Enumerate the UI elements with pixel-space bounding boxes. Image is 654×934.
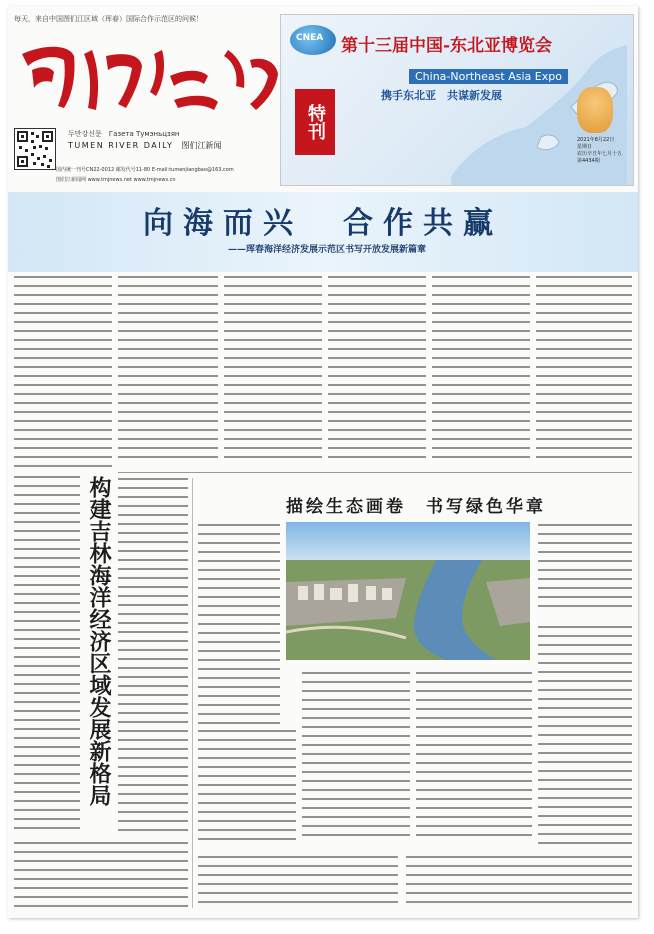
issue-info: 2021年8月22日 星期日 农历辛丑年七月十五 第4434期 (577, 137, 623, 164)
left-text-column-3 (14, 842, 188, 908)
eco-article-title: 描绘生态画卷 书写绿色华章 (286, 497, 546, 517)
qr-code[interactable] (14, 128, 56, 170)
column-divider (192, 478, 193, 908)
expo-slogan: 携手东北亚 共谋新发展 (381, 89, 502, 102)
title-korean-label: 두만강신문 (68, 130, 109, 138)
masthead-slogan: 每天，来自中国图们江区域（珲春）国际合作示范区的问候！ (14, 15, 203, 23)
left-text-column-1 (14, 476, 80, 832)
special-edition-label: 特刊 (295, 89, 335, 155)
eco-text-column-1 (198, 524, 280, 724)
river-aerial-photo (286, 522, 530, 660)
expo-title: 第十三届中国-东北亚博览会 (341, 36, 553, 56)
publication-info-line2: 图们江新闻网 www.tmjnews.net www.tmjnews.cn (56, 177, 176, 183)
eco-text-column-8 (406, 856, 632, 908)
title-chinese: 图们江新闻 (181, 141, 222, 150)
eco-text-column-2 (538, 524, 632, 614)
left-article-title: 构建吉林海洋经济区域发展新格局 (86, 476, 112, 806)
title-english: TUMEN RIVER DAILY 图们江新闻 (68, 141, 222, 150)
expo-mascot (577, 87, 613, 133)
eco-text-column-6 (198, 730, 296, 840)
lead-text-column-4 (328, 276, 426, 464)
publication-info-line1: 国内统一刊号CN22-0012 邮发代号11-80 E-mail:tumenjiangbao@163.com (56, 167, 234, 173)
eco-text-column-5 (416, 672, 532, 840)
eco-text-column-7 (198, 856, 398, 908)
lead-text-column-1 (14, 276, 112, 474)
newspaper-page (8, 6, 638, 918)
lead-text-column-5 (432, 276, 530, 464)
lead-article-title: 向海而兴 合作共赢 (143, 206, 503, 241)
lead-text-column-3 (224, 276, 322, 464)
expo-title-english: China-Northeast Asia Expo (409, 69, 568, 84)
expo-banner (280, 14, 634, 186)
lead-text-column-2 (118, 276, 218, 464)
lead-article-subtitle: ——珲春海洋经济发展示范区书写开放发展新篇章 (228, 245, 427, 255)
section-divider (118, 472, 632, 473)
newspaper-logo (14, 36, 284, 116)
eco-text-column-4 (302, 672, 410, 840)
lead-text-column-6 (536, 276, 632, 464)
left-text-column-2 (118, 478, 188, 832)
title-russian: 두만강신문 Газета Тумэньцзян (68, 130, 180, 138)
expo-logo: CNEA (290, 25, 336, 55)
eco-text-column-3 (538, 626, 632, 846)
